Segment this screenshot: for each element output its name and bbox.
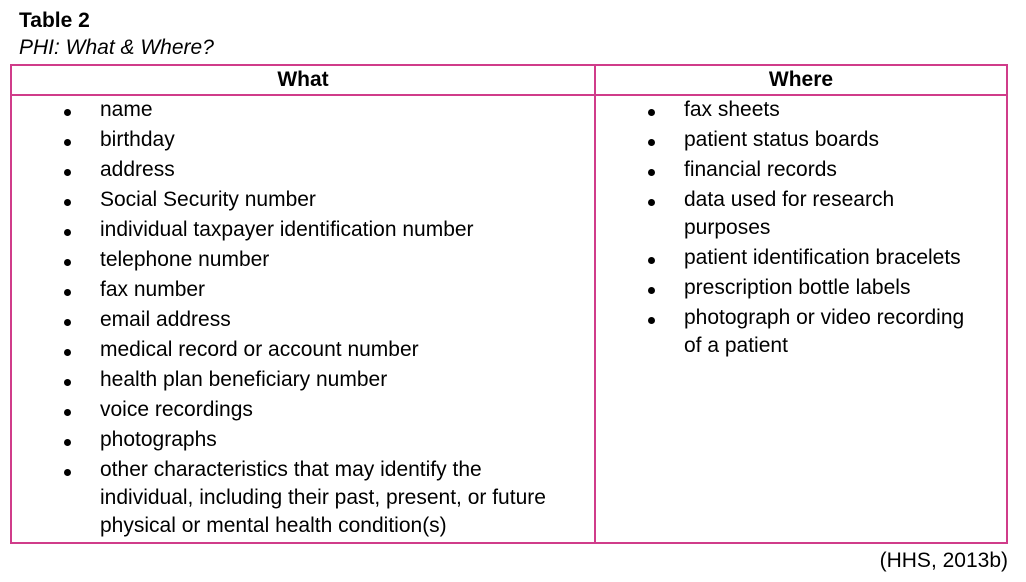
bullet-icon [64, 229, 71, 236]
phi-table [10, 64, 1008, 544]
content-row [11, 95, 1007, 543]
bullet-icon [64, 349, 71, 356]
bullet-icon [64, 169, 71, 176]
bullet-icon [648, 199, 655, 206]
list-item [596, 274, 1006, 302]
header-row [11, 65, 1007, 95]
list-item-text: fax number [100, 278, 206, 301]
list-item [12, 156, 594, 184]
list-item [596, 96, 1006, 124]
bullet-icon [648, 109, 655, 116]
bullet-icon [648, 317, 655, 324]
list-item-text: medical record or account number [100, 338, 419, 361]
bullet-icon [648, 139, 655, 146]
list-item [12, 216, 594, 244]
bullet-icon [648, 287, 655, 294]
bullet-icon [64, 319, 71, 326]
where-header: Where [595, 65, 1007, 95]
list-item [12, 186, 594, 214]
list-item [12, 396, 594, 424]
list-item-text: health plan beneficiary number [100, 368, 388, 391]
list-item-text: name [100, 98, 153, 121]
list-item-text: fax sheets [684, 98, 780, 121]
what-header: What [11, 65, 595, 95]
bullet-icon [64, 379, 71, 386]
list-item [596, 244, 1006, 272]
list-item-text: photographs [100, 428, 217, 451]
list-item-text: Social Security number [100, 188, 316, 211]
list-item-text: patient status boards [684, 128, 879, 151]
bullet-icon [64, 139, 71, 146]
list-item-text: data used for research purposes [684, 188, 895, 239]
bullet-icon [64, 199, 71, 206]
list-item [12, 96, 594, 124]
table-title: PHI: What & Where? [19, 36, 214, 59]
list-item [596, 304, 1006, 360]
where-cell [595, 95, 1007, 543]
list-item [12, 366, 594, 394]
list-item [596, 156, 1006, 184]
bullet-icon [64, 259, 71, 266]
list-item [12, 426, 594, 454]
list-item-text: financial records [684, 158, 837, 181]
list-item-text: birthday [100, 128, 175, 151]
list-item-text: voice recordings [100, 398, 253, 421]
bullet-icon [64, 439, 71, 446]
where-list [596, 96, 1006, 360]
citation: (HHS, 2013b) [879, 549, 1008, 572]
bullet-icon [64, 109, 71, 116]
list-item [596, 126, 1006, 154]
list-item [596, 186, 1006, 242]
list-item [12, 456, 594, 540]
list-item-text: patient identification bracelets [684, 246, 961, 269]
list-item-text: address [100, 158, 175, 181]
list-item [12, 306, 594, 334]
list-item-text: email address [100, 308, 231, 331]
list-item-text: other characteristics that may identify the individual, including their past, present, or future physical or mental health condition(s) [100, 458, 546, 537]
list-item [12, 246, 594, 274]
list-item-text: individual taxpayer identification number [100, 218, 474, 241]
list-item [12, 276, 594, 304]
table-number: Table 2 [19, 9, 90, 32]
list-item [12, 126, 594, 154]
list-item-text: prescription bottle labels [684, 276, 911, 299]
bullet-icon [648, 169, 655, 176]
what-list [12, 96, 594, 540]
bullet-icon [64, 289, 71, 296]
what-cell [11, 95, 595, 543]
bullet-icon [64, 409, 71, 416]
bullet-icon [648, 257, 655, 264]
list-item-text: photograph or video recording of a patient [684, 306, 965, 357]
list-item-text: telephone number [100, 248, 270, 271]
list-item [12, 336, 594, 364]
bullet-icon [64, 469, 71, 476]
